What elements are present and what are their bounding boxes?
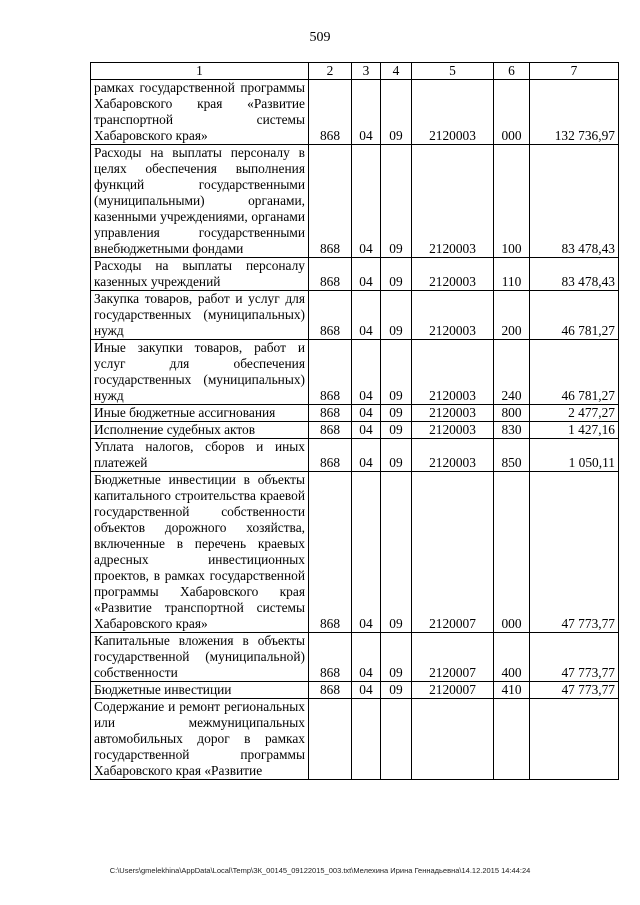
cell-section: 04 — [352, 80, 381, 145]
row-description: Иные бюджетные ассигнования — [91, 405, 309, 422]
cell-target-article: 2120003 — [412, 405, 494, 422]
table-row — [91, 633, 619, 682]
row-description: рамках государственной программы Хабаровского края «Развитие транспортной системы Хабаровского края» — [91, 80, 309, 145]
row-description: Расходы на выплаты персоналу казенных учреждений — [91, 258, 309, 291]
column-header: 2 — [309, 63, 352, 80]
cell-amount: 1 427,16 — [530, 422, 619, 439]
cell-code: 868 — [309, 633, 352, 682]
cell-expense-type: 800 — [494, 405, 530, 422]
cell-subsection: 09 — [381, 405, 412, 422]
table-row — [91, 405, 619, 422]
cell-code — [309, 699, 352, 780]
cell-target-article: 2120007 — [412, 472, 494, 633]
table-row — [91, 145, 619, 258]
cell-expense-type: 240 — [494, 340, 530, 405]
row-description: Капитальные вложения в объекты государственной (муниципальной) собственности — [91, 633, 309, 682]
column-header: 7 — [530, 63, 619, 80]
cell-subsection: 09 — [381, 439, 412, 472]
cell-section: 04 — [352, 340, 381, 405]
row-description: Закупка товаров, работ и услуг для государственных (муниципальных) нужд — [91, 291, 309, 340]
cell-code: 868 — [309, 145, 352, 258]
cell-target-article: 2120003 — [412, 258, 494, 291]
cell-target-article — [412, 699, 494, 780]
row-description: Расходы на выплаты персоналу в целях обеспечения выполнения функций государственными (муниципальными) органами, казенными учреждениями, органами управления государственными внебюджетными фондами — [91, 145, 309, 258]
cell-section: 04 — [352, 145, 381, 258]
cell-code: 868 — [309, 405, 352, 422]
cell-subsection: 09 — [381, 422, 412, 439]
cell-target-article: 2120003 — [412, 145, 494, 258]
cell-section: 04 — [352, 439, 381, 472]
table-row — [91, 422, 619, 439]
cell-target-article: 2120003 — [412, 439, 494, 472]
cell-amount — [530, 699, 619, 780]
cell-code: 868 — [309, 472, 352, 633]
cell-expense-type: 000 — [494, 472, 530, 633]
row-description: Содержание и ремонт региональных или межмуниципальных автомобильных дорог в рамках государственной программы Хабаровского края «Развитие — [91, 699, 309, 780]
table-row — [91, 439, 619, 472]
cell-expense-type: 200 — [494, 291, 530, 340]
row-description: Иные закупки товаров, работ и услуг для обеспечения государственных (муниципальных) нужд — [91, 340, 309, 405]
cell-target-article: 2120003 — [412, 291, 494, 340]
cell-expense-type: 830 — [494, 422, 530, 439]
cell-code: 868 — [309, 682, 352, 699]
table-header-row — [91, 63, 619, 80]
cell-subsection: 09 — [381, 258, 412, 291]
row-description: Уплата налогов, сборов и иных платежей — [91, 439, 309, 472]
page-number: 509 — [309, 30, 331, 45]
cell-section: 04 — [352, 422, 381, 439]
cell-expense-type: 000 — [494, 80, 530, 145]
cell-subsection: 09 — [381, 633, 412, 682]
cell-expense-type: 110 — [494, 258, 530, 291]
cell-code: 868 — [309, 258, 352, 291]
cell-amount: 1 050,11 — [530, 439, 619, 472]
cell-subsection: 09 — [381, 472, 412, 633]
cell-amount: 47 773,77 — [530, 472, 619, 633]
column-header: 3 — [352, 63, 381, 80]
cell-amount: 46 781,27 — [530, 291, 619, 340]
cell-expense-type: 400 — [494, 633, 530, 682]
table-row — [91, 258, 619, 291]
column-header: 1 — [91, 63, 309, 80]
cell-expense-type: 850 — [494, 439, 530, 472]
cell-target-article: 2120003 — [412, 340, 494, 405]
row-description: Бюджетные инвестиции — [91, 682, 309, 699]
column-header: 4 — [381, 63, 412, 80]
table-row — [91, 340, 619, 405]
cell-expense-type — [494, 699, 530, 780]
cell-target-article: 2120003 — [412, 422, 494, 439]
table-row — [91, 291, 619, 340]
cell-amount: 83 478,43 — [530, 258, 619, 291]
cell-section: 04 — [352, 472, 381, 633]
file-path-footer: C:\Users\gmelekhina\AppData\Local\Temp\ЗК_00145_09122015_003.txt\Мелехина Ирина Геннадьевна\14.12.2015 14:44:24 — [109, 866, 531, 875]
cell-expense-type: 410 — [494, 682, 530, 699]
cell-code: 868 — [309, 439, 352, 472]
cell-section: 04 — [352, 258, 381, 291]
cell-target-article: 2120007 — [412, 682, 494, 699]
cell-amount: 132 736,97 — [530, 80, 619, 145]
cell-amount: 47 773,77 — [530, 682, 619, 699]
cell-subsection: 09 — [381, 145, 412, 258]
cell-target-article: 2120007 — [412, 633, 494, 682]
cell-code: 868 — [309, 80, 352, 145]
cell-amount: 2 477,27 — [530, 405, 619, 422]
cell-code: 868 — [309, 291, 352, 340]
cell-expense-type: 100 — [494, 145, 530, 258]
cell-subsection — [381, 699, 412, 780]
row-description: Исполнение судебных актов — [91, 422, 309, 439]
cell-code: 868 — [309, 422, 352, 439]
column-header: 5 — [412, 63, 494, 80]
cell-section: 04 — [352, 633, 381, 682]
cell-amount: 46 781,27 — [530, 340, 619, 405]
table-row — [91, 699, 619, 780]
cell-section: 04 — [352, 682, 381, 699]
cell-section: 04 — [352, 291, 381, 340]
cell-subsection: 09 — [381, 682, 412, 699]
cell-target-article: 2120003 — [412, 80, 494, 145]
cell-section: 04 — [352, 405, 381, 422]
table-row — [91, 472, 619, 633]
cell-section — [352, 699, 381, 780]
row-description: Бюджетные инвестиции в объекты капитального строительства краевой государственной собственности объектов дорожного хозяйства, включенные в перечень краевых адресных инвестиционных проектов, в рамках государственной программы Хабаровского края «Развитие транспортной системы Хабаровского края» — [91, 472, 309, 633]
column-header: 6 — [494, 63, 530, 80]
cell-subsection: 09 — [381, 80, 412, 145]
table-row — [91, 682, 619, 699]
table-row — [91, 80, 619, 145]
budget-table — [90, 62, 619, 780]
cell-subsection: 09 — [381, 340, 412, 405]
cell-code: 868 — [309, 340, 352, 405]
cell-amount: 83 478,43 — [530, 145, 619, 258]
cell-subsection: 09 — [381, 291, 412, 340]
cell-amount: 47 773,77 — [530, 633, 619, 682]
